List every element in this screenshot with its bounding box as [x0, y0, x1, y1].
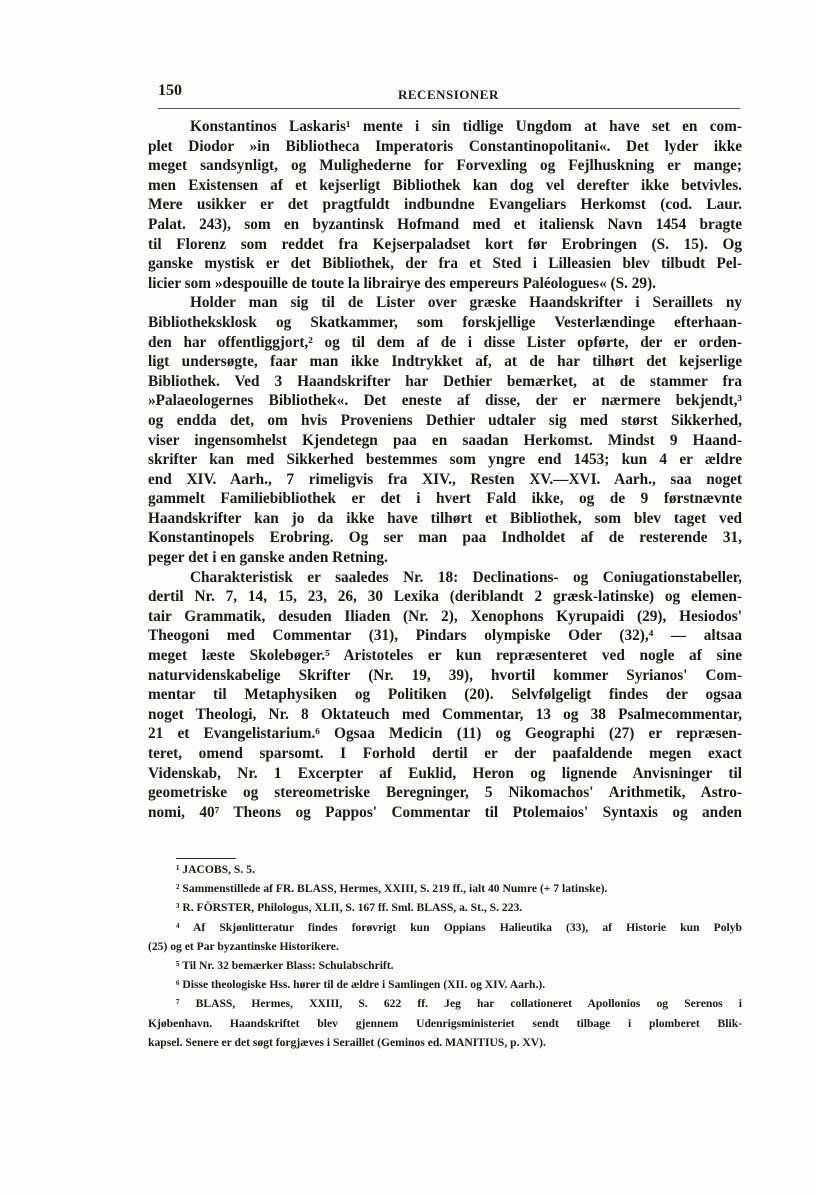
- body-line: men Existensen af et kejserligt Bibliothek kan dog vel derefter ikke betvivles.: [148, 176, 742, 194]
- body-line: og endda det, om hvis Proveniens Dethier udtaler sig med størst Sikkerhed,: [148, 411, 742, 429]
- body-line: Theogoni med Commentar (31), Pindars olympiske Oder (32),⁴ — altsaa: [148, 627, 742, 645]
- footnotes: [148, 860, 742, 1052]
- body-text: [148, 117, 742, 822]
- body-line: skrifter kan med Sikkerhed bestemmes som yngre end 1453; kun 4 er ældre: [148, 451, 742, 469]
- body-line: Konstantinos Laskaris¹ mente i sin tidlige Ungdom at have set en com-: [190, 118, 742, 135]
- footnote: (25) og et Par byzantinske Historikere.: [148, 939, 339, 953]
- body-line: nomi, 40⁷ Theons og Pappos' Commentar til Ptolemaios' Syntaxis og anden: [148, 803, 742, 821]
- body-line: ligt undersøgte, faar man ikke Indtrykket af, at de har tilhørt det kejserlige: [148, 353, 742, 371]
- footnote: ⁴ Af Skjønlitteratur findes forøvrigt kun Oppians Halieutika (33), af Historie kun Polyb: [176, 920, 742, 934]
- footnote: ³ R. FÖRSTER, Philologus, XLII, S. 167 ff. Sml. BLASS, a. St., S. 223.: [176, 901, 523, 915]
- body-line: noget Theologi, Nr. 8 Oktateuch med Commentar, 13 og 38 Psalmecommentar,: [148, 705, 742, 723]
- body-line: Mere usikker er det pragtfuldt indbundne Evangeliars Herkomst (cod. Laur.: [148, 196, 742, 214]
- body-line: tair Grammatik, desuden Iliaden (Nr. 2), Xenophons Kyrupaidi (29), Hesiodos': [148, 607, 742, 625]
- body-line: peger det i en ganske anden Retning.: [148, 549, 388, 567]
- body-line: meget sandsynligt, og Mulighederne for Forvexling og Fejlhuskning er mange;: [148, 157, 742, 175]
- header-rule: [158, 108, 740, 109]
- body-line: til Florenz som reddet fra Kejserpaladset kort før Erobringen (S. 15). Og: [148, 235, 742, 253]
- body-line: mentar til Metaphysiken og Politiken (20). Selvfølgeligt findes der ogsaa: [148, 686, 742, 704]
- body-line: Charakteristisk er saaledes Nr. 18: Declinations- og Coniugationstabeller,: [190, 568, 742, 586]
- body-line: viser ingensomhelst Kjendetegn paa en saadan Herkomst. Mindst 9 Haand-: [148, 431, 742, 449]
- body-line: geometriske og stereometriske Beregninger, 5 Nikomachos' Arithmetik, Astro-: [148, 784, 742, 802]
- body-line: licier som »despouille de toute la librairye des empereurs Paléologues« (S. 29).: [148, 274, 657, 292]
- body-line: naturvidenskabelige Skrifter (Nr. 19, 39), hvortil kommer Syrianos' Com-: [148, 666, 742, 684]
- body-line: dertil Nr. 7, 14, 15, 23, 26, 30 Lexika (deriblandt 2 græsk-latinske) og elemen-: [148, 588, 742, 606]
- body-line: Haandskrifter kan jo da ikke have tilhørt et Bibliothek, som blev taget ved: [148, 509, 742, 527]
- running-title: RECENSIONER: [398, 87, 499, 102]
- page-number: 150: [158, 82, 182, 99]
- footnote: kapsel. Senere er det søgt forgjæves i Seraillet (Geminos ed. MANITIUS, p. XV).: [148, 1035, 546, 1049]
- body-line: gammelt Familiebibliothek er det i hvert Fald ikke, og de 9 førstnævnte: [148, 490, 742, 508]
- body-line: Videnskab, Nr. 1 Excerpter af Euklid, Heron og lignende Anvisninger til: [148, 764, 742, 782]
- body-line: den har offentliggjort,² og til dem af de i disse Lister opførte, der er orden-: [148, 333, 742, 351]
- body-line: 21 et Evangelistarium.⁶ Ogsaa Medicin (11) og Geographi (27) er repræsen-: [148, 725, 742, 743]
- body-line: ganske mystisk er det Bibliothek, der fra et Sted i Lilleasien blev tilbudt Pel-: [148, 255, 742, 273]
- body-line: plet Diodor »in Bibliotheca Imperatoris Constantinopolitani«. Det lyder ikke: [148, 137, 742, 155]
- footnote: ² Sammenstillede af FR. BLASS, Hermes, XXIII, S. 219 ff., ialt 40 Numre (+ 7 latinske).: [176, 882, 608, 896]
- body-line: Holder man sig til de Lister over græske Haandskrifter i Seraillets ny: [190, 294, 742, 312]
- footnote-rule: [176, 858, 236, 859]
- body-line: meget læste Skolebøger.⁵ Aristoteles er kun repræsenteret ved nogle af sine: [148, 647, 742, 665]
- footnote: ¹ JACOBS, S. 5.: [176, 863, 255, 876]
- page-header: [158, 80, 740, 106]
- body-line: Bibliothek. Ved 3 Haandskrifter har Dethier bemærket, at de stammer fra: [148, 372, 742, 390]
- body-line: Konstantinopels Erobring. Og ser man paa Indholdet af de resterende 31,: [148, 529, 742, 547]
- body-line: Palat. 243), som en byzantinsk Hofmand med et italiensk Navn 1454 bragte: [148, 215, 742, 233]
- footnote: ⁶ Disse theologiske Hss. hører til de ældre i Samlingen (XII. og XIV. Aarh.).: [176, 978, 546, 992]
- body-line: Bibliotheksklosk og Skatkammer, som forskjellige Vesterlændinge efterhaan-: [148, 313, 742, 331]
- footnote: ⁵ Til Nr. 32 bemærker Blass: Schulabschrift.: [176, 958, 394, 972]
- body-line: end XIV. Aarh., 7 rimeligvis fra XIV., Resten XV.—XVI. Aarh., saa noget: [148, 470, 742, 488]
- body-line: teret, omend sparsomt. I Forhold dertil er der paafaldende megen exact: [148, 745, 742, 762]
- body-line: »Palaeologernes Bibliothek«. Det eneste af disse, der er nærmere bekjendt,³: [148, 392, 742, 410]
- footnote: Kjøbenhavn. Haandskriftet blev gjennem Udenrigsministeriet sendt tilbage i plomberet Blik-: [148, 1016, 742, 1030]
- footnote: ⁷ BLASS, Hermes, XXIII, S. 622 ff. Jeg har collationeret Apollonios og Serenos i: [176, 997, 742, 1011]
